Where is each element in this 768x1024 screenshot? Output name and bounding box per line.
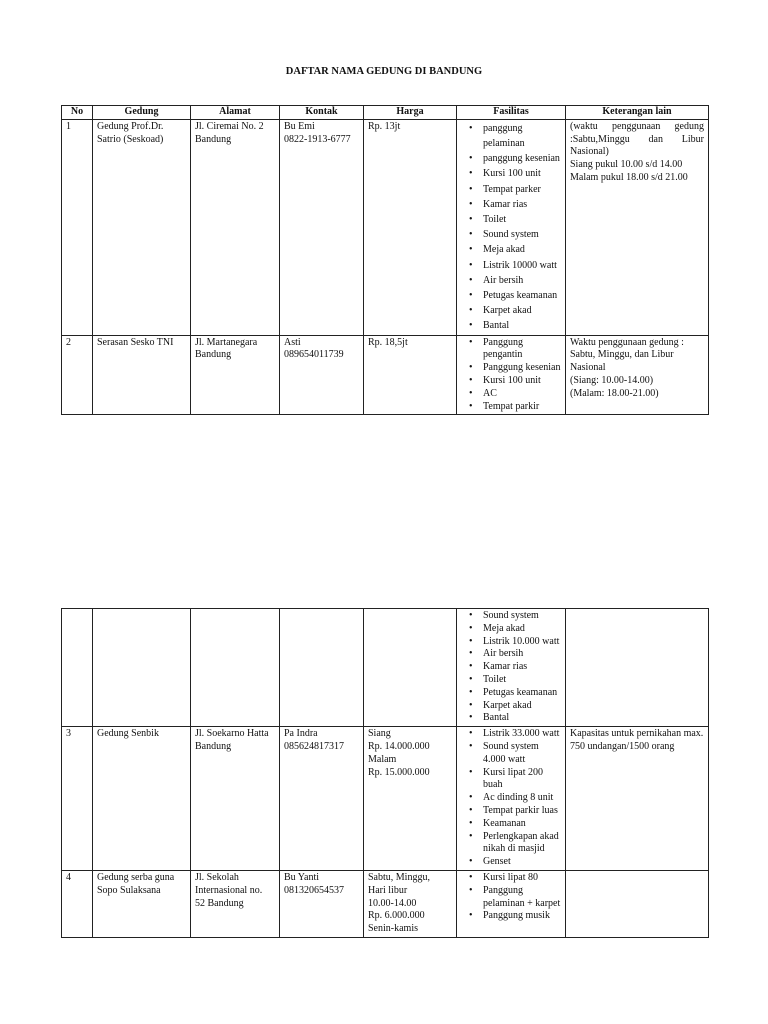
list-item: • Bantal [461, 318, 561, 333]
list-item: • Listrik 33.000 watt [461, 728, 561, 741]
venue-table-part-1 [61, 105, 709, 415]
list-item: • Bantal [461, 712, 561, 725]
cell-line: Hari libur [368, 884, 408, 896]
header-gedung: Gedung [93, 106, 191, 120]
cell-kontak [280, 870, 364, 937]
list-item: • Ac dinding 8 unit [461, 792, 561, 805]
cell-line: (Malam: 18.00-21.00) [570, 387, 659, 399]
list-item: • Karpet akad [461, 303, 561, 318]
cell-line: Bu Yanti [284, 871, 320, 883]
list-item: • Sound system [461, 227, 561, 242]
cell-gedung [93, 870, 191, 937]
header-alamat: Alamat [191, 106, 280, 120]
header-harga: Harga [364, 106, 457, 120]
cell-line: Jl. Martanegara [195, 336, 258, 348]
list-item: • Kursi lipat 200 buah [461, 767, 561, 793]
header-no: No [62, 106, 93, 120]
cell-line: (Siang: 10.00-14.00) [570, 375, 654, 387]
cell-keterangan [566, 727, 709, 871]
cell-keterangan [566, 335, 709, 415]
cell-line: 0822-1913-6777 [284, 133, 351, 145]
cell-line: Senin-kamis [368, 923, 418, 935]
cell-line: 085624817317 [284, 740, 344, 752]
list-item: • Listrik 10000 watt [461, 258, 561, 273]
list-item: • Air bersih [461, 273, 561, 288]
list-item: • Genset [461, 856, 561, 869]
cell-line: Rp. 14.000.000 [368, 740, 430, 752]
cell-kontak [280, 335, 364, 415]
cell-line: Jl. Ciremai No. 2 [195, 120, 264, 132]
cell-line: Sabtu, Minggu, [368, 871, 430, 883]
header-kontak: Kontak [280, 106, 364, 120]
cell-line: Bandung [195, 133, 232, 145]
list-item: • Air bersih [461, 648, 561, 661]
venue-table-part-2 [61, 608, 709, 938]
cell-kontak [280, 609, 364, 727]
list-item: • Sound system [461, 610, 561, 623]
cell-harga [364, 727, 457, 871]
list-item: • Kursi 100 unit [461, 375, 561, 388]
table-row [62, 335, 709, 415]
cell-no: 4 [62, 870, 93, 937]
cell-kontak [280, 119, 364, 335]
cell-line: Satrio (Seskoad) [97, 133, 164, 145]
cell-line: Malam [368, 753, 397, 765]
list-item: • Kursi lipat 80 [461, 872, 561, 885]
list-item: • Kursi 100 unit [461, 166, 561, 181]
cell-line: Sopo Sulaksana [97, 884, 161, 896]
list-item: • Panggung pengantin [461, 337, 561, 363]
cell-line: Rp. 13jt [368, 120, 401, 132]
list-item: • Petugas keamanan [461, 687, 561, 700]
list-item: • Kamar rias [461, 197, 561, 212]
cell-line: Bandung [195, 349, 232, 361]
cell-line: 52 Bandung [195, 897, 244, 909]
table-header-row [62, 106, 709, 120]
list-item: • Panggung kesenian [461, 362, 561, 375]
list-item: • Panggung musik [461, 910, 561, 923]
cell-line: Pa Indra [284, 728, 318, 740]
facility-list [461, 337, 561, 414]
list-item: • Perlengkapan akad nikah di masjid [461, 831, 561, 857]
cell-gedung [93, 335, 191, 415]
cell-line: Gedung serba guna [97, 871, 175, 883]
cell-alamat [191, 727, 280, 871]
cell-gedung [93, 119, 191, 335]
cell-line: Siang [368, 728, 391, 740]
cell-line: Waktu penggunaan gedung : Sabtu, Minggu, dan Libur Nasional [570, 336, 687, 374]
list-item: • Keamanan [461, 818, 561, 831]
facility-list [461, 872, 561, 923]
cell-line: Gedung Senbik [97, 728, 159, 740]
cell-harga [364, 119, 457, 335]
cell-line: (waktu penggunaan gedung :Sabtu,Minggu dan Libur Nasional) [570, 120, 707, 158]
cell-line: Bandung [195, 740, 232, 752]
list-item: • Tempat parker [461, 182, 561, 197]
list-item: • Sound system 4.000 watt [461, 741, 561, 767]
cell-line: Kapasitas untuk pernikahan max. 750 undangan/1500 orang [570, 728, 706, 752]
cell-harga [364, 870, 457, 937]
cell-harga [364, 335, 457, 415]
cell-line: Jl. Soekarno Hatta [195, 728, 269, 740]
facility-list [461, 121, 561, 334]
facility-list [461, 610, 561, 725]
list-item: • Karpet akad [461, 700, 561, 713]
header-keterangan: Keterangan lain [566, 106, 709, 120]
table-row-continuation [62, 609, 709, 727]
list-item: • Listrik 10.000 watt [461, 636, 561, 649]
cell-line: Siang pukul 10.00 s/d 14.00 [570, 159, 683, 171]
cell-line: Serasan Sesko TNI [97, 336, 174, 348]
cell-gedung [93, 609, 191, 727]
table-row [62, 119, 709, 335]
list-item: • Toilet [461, 212, 561, 227]
cell-fasilitas [457, 870, 566, 937]
list-item: • AC [461, 388, 561, 401]
list-item: • Meja akad [461, 623, 561, 636]
cell-gedung [93, 727, 191, 871]
cell-line: Internasional no. [195, 884, 263, 896]
cell-fasilitas [457, 335, 566, 415]
cell-no: 1 [62, 119, 93, 335]
cell-keterangan [566, 870, 709, 937]
cell-line: 089654011739 [284, 349, 344, 361]
table-row [62, 870, 709, 937]
cell-line: Asti [284, 336, 301, 348]
cell-fasilitas [457, 119, 566, 335]
cell-harga [364, 609, 457, 727]
cell-line: 10.00-14.00 [368, 897, 417, 909]
cell-alamat [191, 609, 280, 727]
cell-keterangan [566, 119, 709, 335]
list-item: • Petugas keamanan [461, 288, 561, 303]
cell-no: 2 [62, 335, 93, 415]
header-fasilitas: Fasilitas [457, 106, 566, 120]
cell-line: 081320654537 [284, 884, 344, 896]
cell-alamat [191, 119, 280, 335]
list-item: • Tempat parkir luas [461, 805, 561, 818]
cell-fasilitas [457, 727, 566, 871]
list-item: • Kamar rias [461, 661, 561, 674]
cell-line: Jl. Sekolah [195, 871, 239, 883]
list-item: • Meja akad [461, 242, 561, 257]
list-item: • panggung pelaminan [461, 121, 561, 151]
list-item: • Tempat parkir [461, 401, 561, 414]
cell-no [62, 609, 93, 727]
cell-alamat [191, 335, 280, 415]
cell-line: Rp. 18,5jt [368, 336, 408, 348]
cell-fasilitas [457, 609, 566, 727]
table-row [62, 727, 709, 871]
cell-no: 3 [62, 727, 93, 871]
list-item: • Toilet [461, 674, 561, 687]
cell-kontak [280, 727, 364, 871]
document-title: DAFTAR NAMA GEDUNG DI BANDUNG [285, 66, 483, 77]
list-item: • Panggung pelaminan + karpet [461, 885, 561, 911]
cell-line: Gedung Prof.Dr. [97, 120, 164, 132]
cell-line: Bu Emi [284, 120, 315, 132]
cell-line: Malam pukul 18.00 s/d 21.00 [570, 171, 688, 183]
cell-line: Rp. 6.000.000 [368, 910, 425, 922]
list-item: • panggung kesenian [461, 151, 561, 166]
cell-keterangan [566, 609, 709, 727]
cell-line: Rp. 15.000.000 [368, 766, 430, 778]
facility-list [461, 728, 561, 869]
cell-alamat [191, 870, 280, 937]
